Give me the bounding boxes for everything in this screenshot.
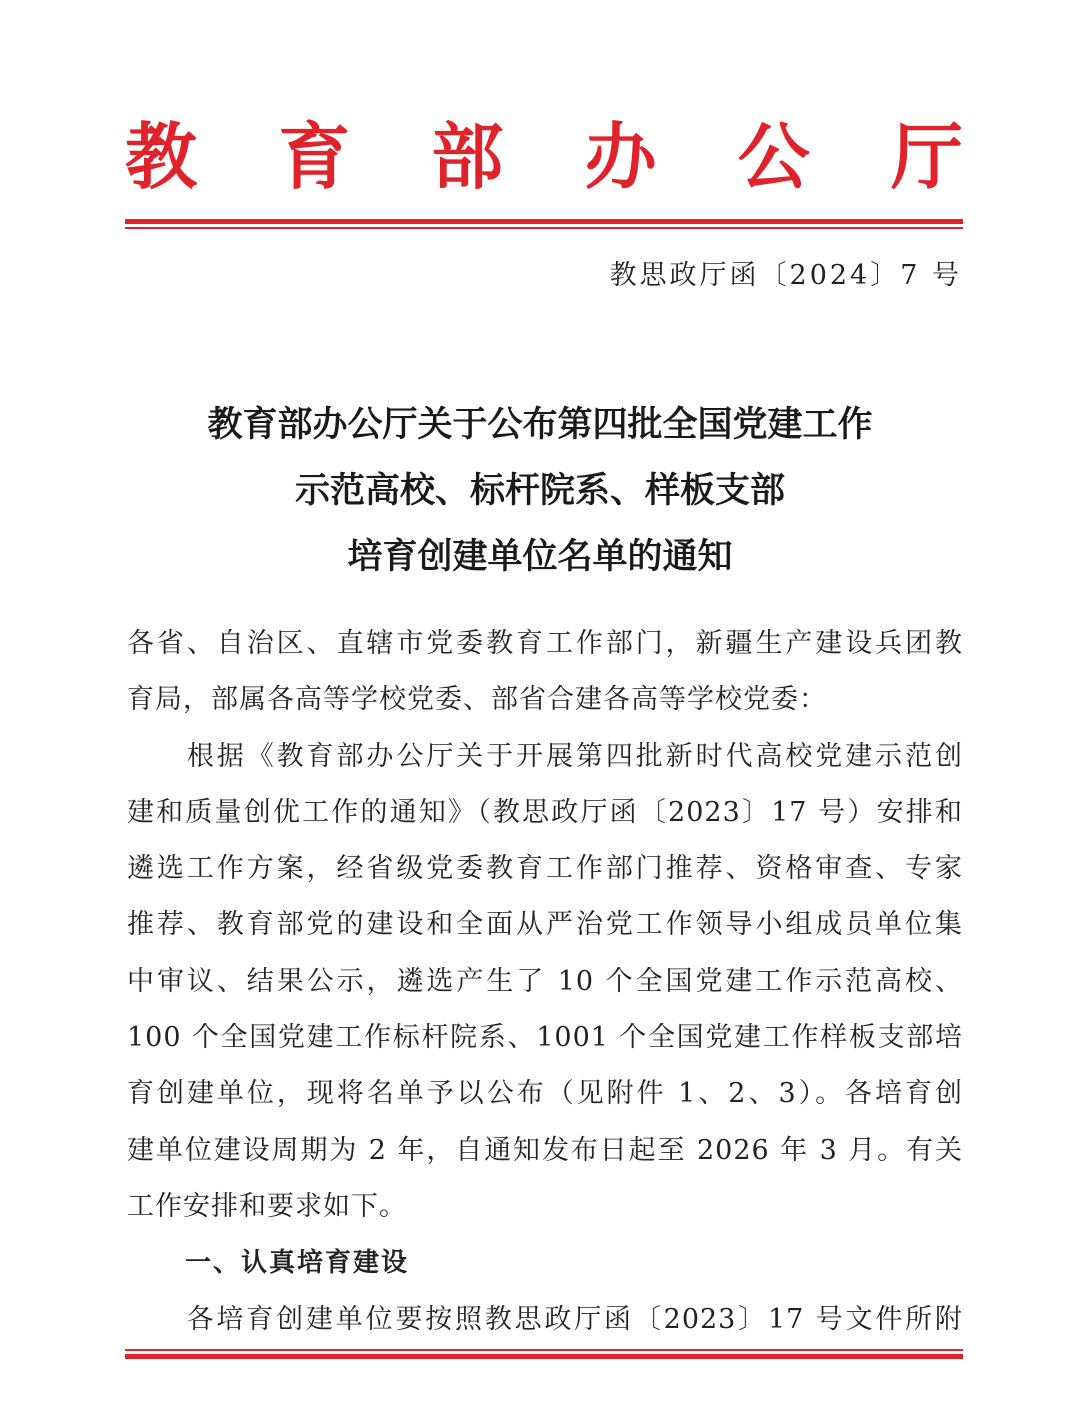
section-heading: 一、认真培育建设	[185, 1248, 410, 1279]
letterhead-char: 办	[584, 114, 657, 199]
letterhead-char: 教	[125, 114, 198, 199]
text-line: 遴选工作方案，经省级党委教育工作部门推荐、资格审查、专家	[127, 853, 963, 885]
bottom-rule-thick	[125, 1354, 963, 1359]
document-number: 教思政厅函〔2024〕7 号	[609, 260, 962, 291]
text-line: 工作安排和要求如下。	[127, 1190, 407, 1222]
paragraph	[127, 729, 963, 1236]
title-line: 培育创建单位名单的通知	[347, 537, 733, 577]
letterhead	[125, 112, 963, 202]
text-line: 育局，部属各高等学校党委、部省合建各高等学校党委：	[127, 684, 827, 716]
letterhead-char: 公	[737, 114, 810, 199]
letterhead-char: 厅	[890, 114, 963, 199]
text-line: 育创建单位，现将名单予以公布（见附件 1、2、3）。各培育创	[127, 1078, 963, 1110]
title-line: 示范高校、标杆院系、样板支部	[294, 471, 785, 511]
text-line: 各培育创建单位要按照教思政厅函〔2023〕17 号文件所附	[127, 1303, 963, 1335]
text-line: 各省、自治区、直辖市党委教育工作部门，新疆生产建设兵团教	[127, 628, 963, 659]
top-rule-thin	[125, 227, 963, 229]
letterhead-char: 部	[431, 114, 504, 199]
text-line: 根据《教育部办公厅关于开展第四批新时代高校党建示范创	[127, 740, 963, 772]
letterhead-char: 育	[278, 114, 351, 199]
top-rule-thick	[125, 219, 963, 224]
text-line: 建单位建设周期为 2 年，自通知发布日起至 2026 年 3 月。有关	[127, 1134, 963, 1166]
paragraph	[127, 1292, 963, 1348]
text-line: 建和质量创优工作的通知》（教思政厅函〔2023〕17 号）安排和	[127, 796, 963, 828]
bottom-rule-thin	[125, 1349, 963, 1351]
text-line: 中审议、结果公示，遴选产生了 10 个全国党建工作示范高校、	[127, 965, 963, 997]
text-line: 100 个全国党建工作标杆院系、1001 个全国党建工作样板支部培	[127, 1022, 963, 1054]
document-title	[100, 392, 980, 590]
title-line: 教育部办公厅关于公布第四批全国党建工作	[207, 405, 873, 445]
document-body	[127, 616, 963, 1348]
addressee	[127, 616, 963, 729]
text-line: 推荐、教育部党的建设和全面从严治党工作领导小组成员单位集	[127, 909, 963, 941]
